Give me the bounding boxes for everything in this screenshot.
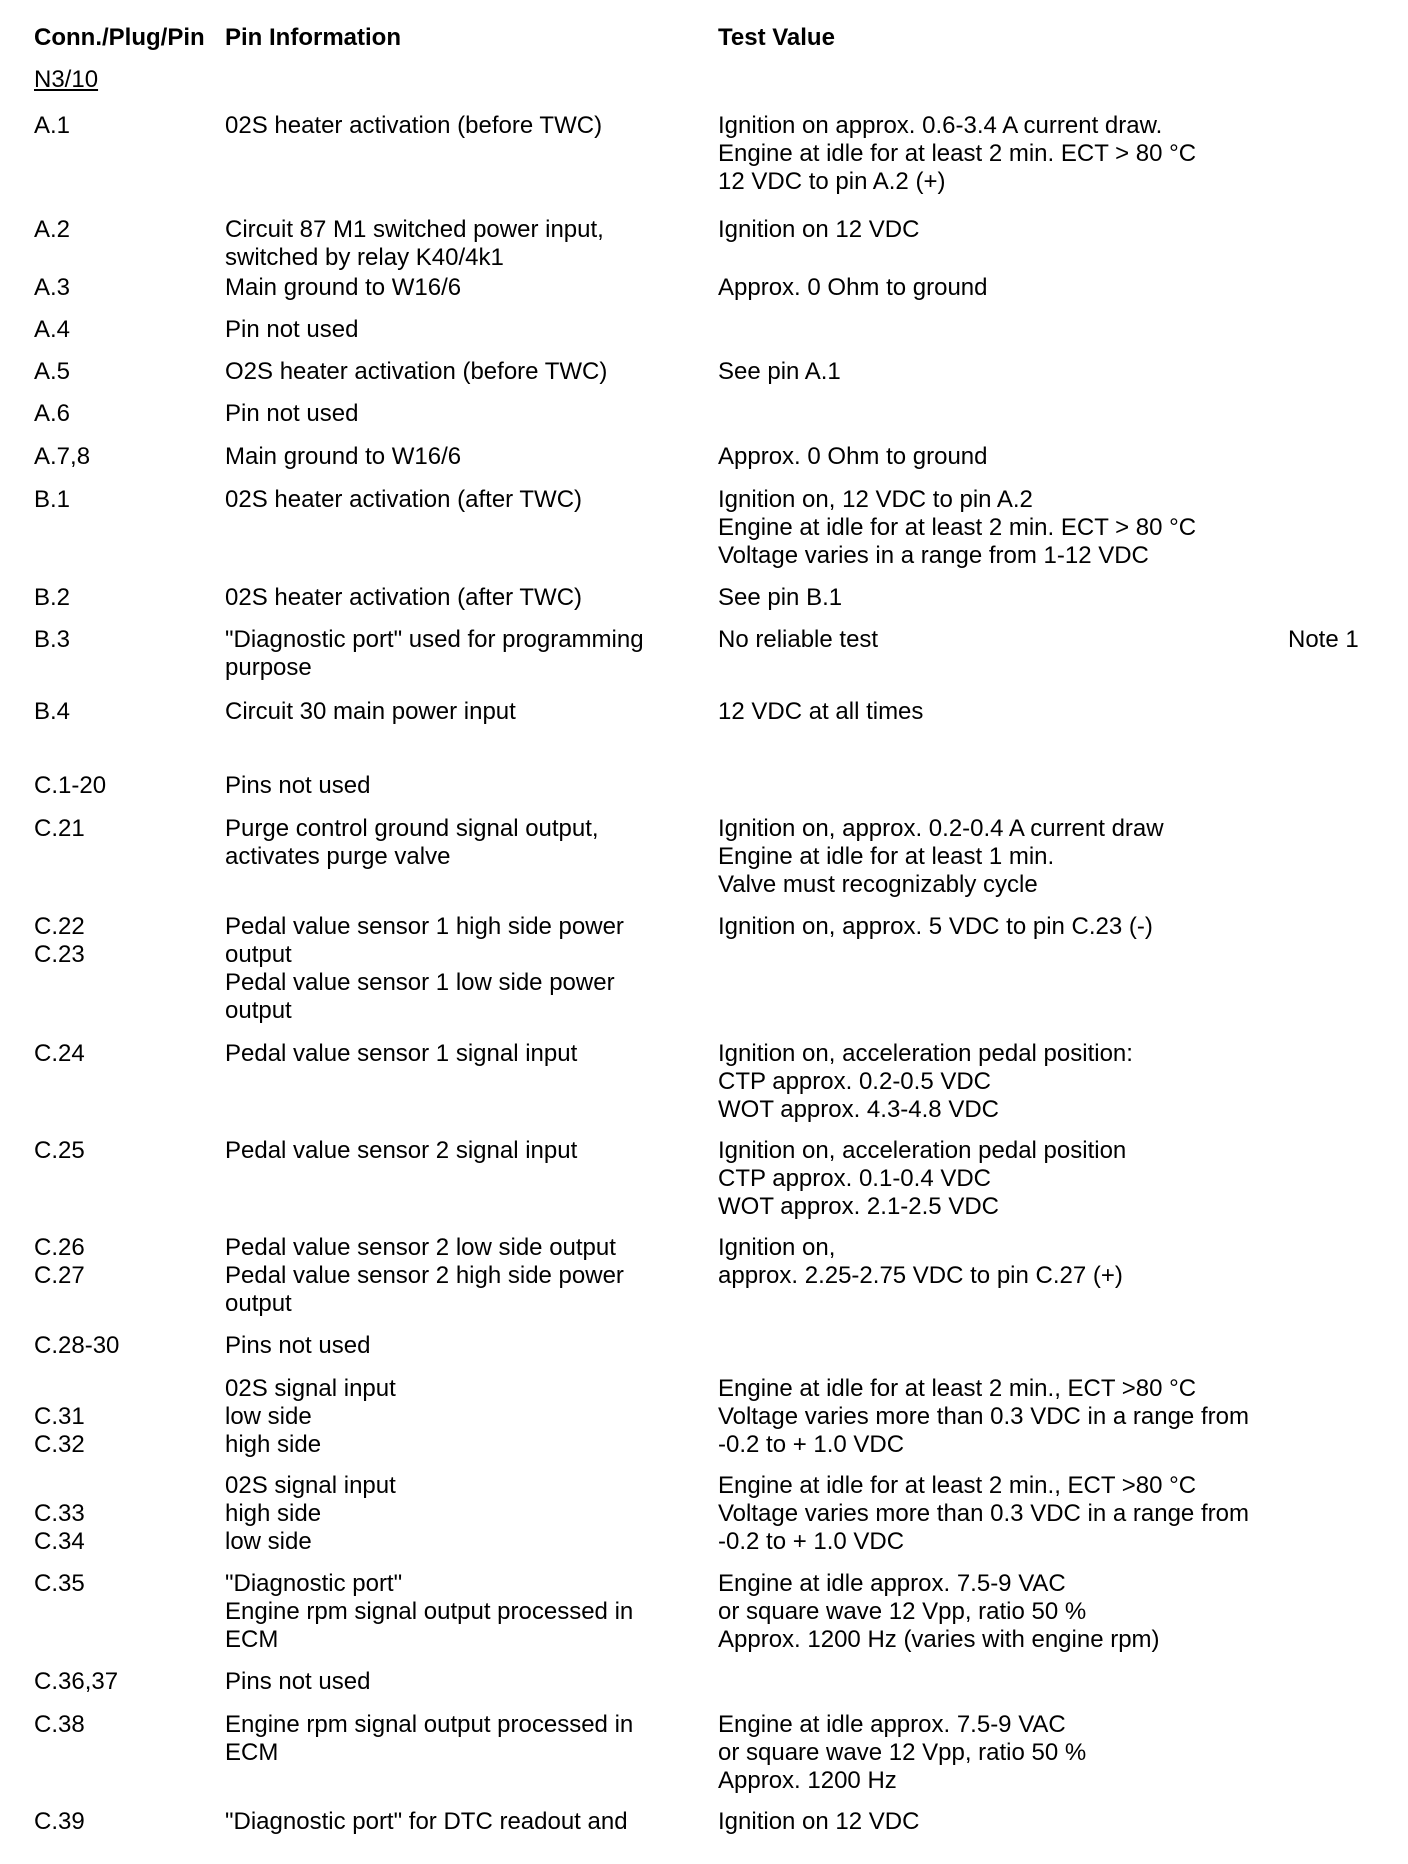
pin-id [34, 274, 214, 302]
pin-info-line: switched by relay K40/4k1 [225, 244, 504, 271]
pin-id-line: C.33 [34, 1500, 85, 1527]
pin-id-line: B.3 [34, 626, 71, 653]
test-value-line: No reliable test [718, 626, 879, 653]
test-value-line: See pin A.1 [718, 358, 841, 385]
pin-info [225, 486, 695, 514]
test-value-line: Ignition on 12 VDC [718, 216, 920, 243]
test-value [718, 626, 1298, 654]
pin-info [225, 443, 695, 471]
test-value-line: Approx. 0 Ohm to ground [718, 443, 988, 470]
pin-id-line: C.36,37 [34, 1668, 119, 1695]
pin-id [34, 772, 214, 800]
pin-info-line: Main ground to W16/6 [225, 274, 462, 301]
pin-id [34, 584, 214, 612]
pin-info-line: Circuit 30 main power input [225, 698, 516, 725]
pin-info [225, 1808, 695, 1836]
pin-id-line: C.25 [34, 1137, 85, 1164]
pin-info-line: O2S heater activation (before TWC) [225, 358, 608, 385]
pin-id-line: C.22 [34, 913, 85, 940]
pin-id-line: C.38 [34, 1711, 85, 1738]
pin-id [34, 1808, 214, 1836]
test-value-line: Voltage varies more than 0.3 VDC in a range from [718, 1403, 1249, 1430]
pin-info-line: Main ground to W16/6 [225, 443, 462, 470]
pin-id-line: A.3 [34, 274, 71, 301]
pin-info [225, 1570, 695, 1654]
test-value-line: Engine at idle for at least 2 min. ECT > 80 °C [718, 140, 1197, 167]
test-value [718, 443, 1298, 471]
test-value-line: Engine at idle for at least 1 min. [718, 843, 1055, 870]
pin-info [225, 584, 695, 612]
test-value-line: Engine at idle approx. 7.5-9 VAC [718, 1570, 1066, 1597]
pin-info-line: high side [225, 1500, 322, 1527]
test-value-line: Valve must recognizably cycle [718, 871, 1038, 898]
pin-id-line: A.7,8 [34, 443, 91, 470]
pin-id [34, 1570, 214, 1598]
test-value-line: Approx. 0 Ohm to ground [718, 274, 988, 301]
pin-id-line: A.2 [34, 216, 71, 243]
test-value-line: approx. 2.25-2.75 VDC to pin C.27 (+) [718, 1262, 1123, 1289]
pin-info-line: Engine rpm signal output processed in [225, 1711, 634, 1738]
pin-info [225, 1137, 695, 1165]
test-value-line: -0.2 to + 1.0 VDC [718, 1431, 905, 1458]
pin-id-line: C.27 [34, 1262, 85, 1289]
pin-id-line: B.1 [34, 486, 71, 513]
test-value [718, 584, 1298, 612]
pin-info [225, 1040, 695, 1068]
pin-info-line: Pedal value sensor 1 high side power [225, 913, 624, 940]
pin-info-line: Pins not used [225, 1332, 371, 1359]
section-title: N3/10 [34, 66, 99, 93]
test-value-line: WOT approx. 4.3-4.8 VDC [718, 1096, 999, 1123]
pin-info [225, 1668, 695, 1696]
pin-id [34, 1375, 214, 1459]
test-value-line: Engine at idle for at least 2 min., ECT >80 °C [718, 1375, 1197, 1402]
pin-id-line [34, 1375, 214, 1403]
test-value [718, 1570, 1298, 1654]
pin-info [225, 698, 695, 726]
pin-info-line: ECM [225, 1739, 279, 1766]
test-value-line: Ignition on, acceleration pedal position [718, 1137, 1127, 1164]
pin-id-line: C.1-20 [34, 772, 107, 799]
pin-info-line: Pins not used [225, 772, 371, 799]
pin-id [34, 400, 214, 428]
pin-id [34, 1040, 214, 1068]
pin-info [225, 1472, 695, 1556]
pin-id [34, 1137, 214, 1165]
test-value [718, 112, 1298, 196]
test-value [718, 486, 1298, 570]
pin-info-line: "Diagnostic port" [225, 1570, 403, 1597]
test-value-line: See pin B.1 [718, 584, 843, 611]
pin-id-line: B.2 [34, 584, 71, 611]
pin-info-line: output [225, 1290, 292, 1317]
pin-id [34, 626, 214, 654]
pin-info-line: output [225, 941, 292, 968]
pin-info-line: Pin not used [225, 400, 359, 427]
pin-id [34, 112, 214, 140]
pin-id [34, 1711, 214, 1739]
pin-info [225, 626, 695, 682]
pin-id [34, 913, 214, 969]
pin-info-line: ECM [225, 1626, 279, 1653]
pin-info [225, 316, 695, 344]
pin-id-line: C.31 [34, 1403, 85, 1430]
pin-id-line: C.24 [34, 1040, 85, 1067]
pin-info [225, 358, 695, 386]
test-value-line: Voltage varies more than 0.3 VDC in a range from [718, 1500, 1249, 1527]
pin-info-line: purpose [225, 654, 312, 681]
pin-id-line: A.1 [34, 112, 71, 139]
test-value-line: Ignition on 12 VDC [718, 1808, 920, 1835]
pin-info-line: 02S heater activation (before TWC) [225, 112, 603, 139]
pin-info-line: low side [225, 1528, 312, 1555]
header-test: Test Value [718, 24, 835, 51]
pin-info [225, 1234, 695, 1318]
header-pin: Conn./Plug/Pin [34, 24, 205, 51]
pin-info-line: "Diagnostic port" for DTC readout and [225, 1808, 628, 1835]
pin-id-line: C.32 [34, 1431, 85, 1458]
pin-info-line: Pin not used [225, 316, 359, 343]
pin-info [225, 112, 695, 140]
test-value [718, 216, 1298, 244]
pin-info-line: 02S signal input [225, 1472, 396, 1499]
pin-info [225, 815, 695, 871]
pin-info-line: 02S heater activation (after TWC) [225, 486, 583, 513]
test-value-line: 12 VDC at all times [718, 698, 924, 725]
test-value-line: CTP approx. 0.2-0.5 VDC [718, 1068, 992, 1095]
test-value [718, 274, 1298, 302]
test-value-line: 12 VDC to pin A.2 (+) [718, 168, 946, 195]
pin-info-line: high side [225, 1431, 322, 1458]
header-info: Pin Information [225, 24, 401, 51]
pin-info-line: low side [225, 1403, 312, 1430]
pin-info-line: Purge control ground signal output, [225, 815, 599, 842]
test-value-line: or square wave 12 Vpp, ratio 50 % [718, 1598, 1087, 1625]
pin-id-line: C.39 [34, 1808, 85, 1835]
pin-info [225, 400, 695, 428]
pin-id-line: B.4 [34, 698, 71, 725]
pin-info-line: 02S heater activation (after TWC) [225, 584, 583, 611]
pin-id [34, 1234, 214, 1290]
pin-info [225, 1711, 695, 1767]
pin-id-line: C.23 [34, 941, 85, 968]
pin-info-line: Pedal value sensor 1 signal input [225, 1040, 578, 1067]
test-value [718, 1472, 1298, 1556]
test-value [718, 1375, 1298, 1459]
test-value [718, 815, 1298, 899]
pin-info [225, 913, 695, 1025]
test-value-line: Ignition on, acceleration pedal position: [718, 1040, 1133, 1067]
test-value-line: Ignition on, 12 VDC to pin A.2 [718, 486, 1033, 513]
pin-id-line: A.5 [34, 358, 71, 385]
test-value [718, 1711, 1298, 1795]
pin-info [225, 1332, 695, 1360]
pin-id-line: C.35 [34, 1570, 85, 1597]
pin-info-line: Pins not used [225, 1668, 371, 1695]
pin-id [34, 216, 214, 244]
test-value-line: Ignition on approx. 0.6-3.4 A current draw. [718, 112, 1163, 139]
pin-id [34, 1472, 214, 1556]
test-value-line: Approx. 1200 Hz [718, 1767, 897, 1794]
pin-info-line: Pedal value sensor 2 high side power [225, 1262, 624, 1289]
test-value-line: Ignition on, [718, 1234, 836, 1261]
test-value-line: CTP approx. 0.1-0.4 VDC [718, 1165, 992, 1192]
test-value [718, 913, 1298, 941]
pin-id-line: C.26 [34, 1234, 85, 1261]
pin-info-line: Pedal value sensor 2 low side output [225, 1234, 616, 1261]
test-value-line: Approx. 1200 Hz (varies with engine rpm) [718, 1626, 1160, 1653]
pin-id [34, 1332, 214, 1360]
test-value-line: Voltage varies in a range from 1-12 VDC [718, 542, 1149, 569]
test-value-line: or square wave 12 Vpp, ratio 50 % [718, 1739, 1087, 1766]
pin-id-line: A.4 [34, 316, 71, 343]
pin-id-line: C.34 [34, 1528, 85, 1555]
test-value-line: Ignition on, approx. 5 VDC to pin C.23 (-) [718, 913, 1153, 940]
pin-id [34, 698, 214, 726]
pin-id [34, 443, 214, 471]
pin-id [34, 1668, 214, 1696]
pin-info [225, 274, 695, 302]
pin-info-line: Pedal value sensor 1 low side power [225, 969, 615, 996]
note-label: Note 1 [1288, 626, 1359, 653]
pin-id [34, 815, 214, 843]
pin-info-line: "Diagnostic port" used for programming [225, 626, 644, 653]
pin-id-line: C.28-30 [34, 1332, 120, 1359]
test-value-line: Engine at idle for at least 2 min. ECT > 80 °C [718, 514, 1197, 541]
test-value-line: Ignition on, approx. 0.2-0.4 A current draw [718, 815, 1164, 842]
test-value-line: WOT approx. 2.1-2.5 VDC [718, 1193, 999, 1220]
pin-info [225, 1375, 695, 1459]
test-value-line: Engine at idle for at least 2 min., ECT >80 °C [718, 1472, 1197, 1499]
pin-info-line: Engine rpm signal output processed in [225, 1598, 634, 1625]
pin-id-line: A.6 [34, 400, 71, 427]
pin-id [34, 316, 214, 344]
test-value [718, 358, 1298, 386]
test-value [718, 1808, 1298, 1836]
pin-id-line [34, 1472, 214, 1500]
pin-info-line: activates purge valve [225, 843, 451, 870]
test-value-line: Engine at idle approx. 7.5-9 VAC [718, 1711, 1066, 1738]
test-value [718, 1040, 1298, 1124]
pin-id [34, 358, 214, 386]
test-value [718, 1234, 1298, 1290]
pin-info [225, 772, 695, 800]
pin-info-line: Circuit 87 M1 switched power input, [225, 216, 604, 243]
pin-info-line: output [225, 997, 292, 1024]
test-value [718, 1137, 1298, 1221]
pin-info [225, 216, 695, 272]
pin-info-line: 02S signal input [225, 1375, 396, 1402]
pin-id [34, 486, 214, 514]
pin-id-line: C.21 [34, 815, 85, 842]
test-value [718, 698, 1298, 726]
test-value-line: -0.2 to + 1.0 VDC [718, 1528, 905, 1555]
pin-info-line: Pedal value sensor 2 signal input [225, 1137, 578, 1164]
